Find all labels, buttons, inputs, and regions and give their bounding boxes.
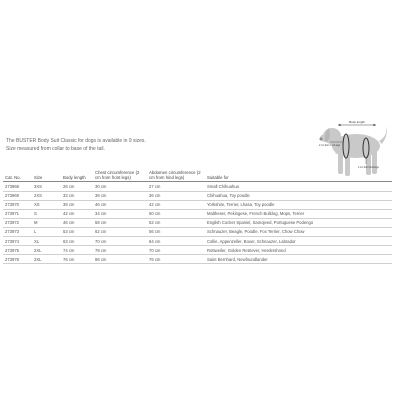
table-row — [3, 191, 392, 200]
cell-abdomen: 56 cm — [147, 227, 205, 236]
cell-size: L — [32, 227, 61, 236]
cell-chest: 62 cm — [93, 227, 147, 236]
abdomen-measure-label: 2 cm from hind legs — [358, 166, 379, 169]
cell-chest: 38 cm — [93, 191, 147, 200]
header-abdomen: Abdomen circumference (2 cm from hind legs) — [147, 170, 205, 182]
cell-abdomen: 64 cm — [147, 236, 205, 245]
cell-chest: 86 cm — [93, 255, 147, 264]
intro-line-1: The BUSTER Body Suit Classic for dogs is available in 9 sizes. — [6, 138, 146, 144]
cell-abdomen: 36 cm — [147, 191, 205, 200]
table-row — [3, 255, 392, 264]
cell-suitable: Collie, Appenzeller, Boxer, Schnauzer, Labrador — [205, 236, 392, 245]
cell-cat: 273974 — [3, 236, 32, 245]
cell-suitable: Rottweiler, Golden Retriever, Herdershond — [205, 246, 392, 255]
cell-cat: 273972 — [3, 218, 32, 227]
cell-suitable: Schnauzer, Beagle, Poodle, Fox Terrier, Chow Chow — [205, 227, 392, 236]
cell-suitable: Yorkshire, Terrier, Lhasa, Toy poodle — [205, 200, 392, 209]
cell-size: XL — [32, 236, 61, 245]
cell-body: 74 cm — [61, 246, 93, 255]
cell-size: 3XL — [32, 255, 61, 264]
header-suitable-for: Suitable for — [205, 170, 392, 182]
table-row — [3, 227, 392, 236]
cell-abdomen: 76 cm — [147, 255, 205, 264]
cell-chest: 34 cm — [93, 209, 147, 218]
cell-suitable: Chihuahua, Toy poodle — [205, 191, 392, 200]
size-table — [3, 170, 392, 264]
header-chest: Chest circumference (2 cm from front legs) — [93, 170, 147, 182]
cell-body: 39 cm — [61, 200, 93, 209]
cell-suitable: Saint Bernhard, Newfoundlander — [205, 255, 392, 264]
cell-chest: 58 cm — [93, 218, 147, 227]
table-row — [3, 200, 392, 209]
cell-size: M — [32, 218, 61, 227]
cell-cat: 273976 — [3, 255, 32, 264]
intro-line-2: Size measured from collar to base of the tail. — [6, 145, 105, 152]
table-row — [3, 246, 392, 255]
table-header-row — [3, 170, 392, 182]
table-body — [3, 182, 392, 264]
cell-suitable: Maltheser, Pekingese, French Bulldog, Mops, Terrier — [205, 209, 392, 218]
cell-size: S — [32, 209, 61, 218]
cell-abdomen: 42 cm — [147, 200, 205, 209]
cell-cat: 273975 — [3, 246, 32, 255]
table-row — [3, 209, 392, 218]
cell-body: 33 cm — [61, 191, 93, 200]
table-row — [3, 236, 392, 245]
cell-body: 76 cm — [61, 255, 93, 264]
cell-chest: 78 cm — [93, 246, 147, 255]
header-cat-no: Cat. No. — [3, 170, 32, 182]
cell-abdomen: 52 cm — [147, 218, 205, 227]
cell-abdomen: 50 cm — [147, 209, 205, 218]
header-size: Size — [32, 170, 61, 182]
cell-body: 63 cm — [61, 236, 93, 245]
cell-chest: 46 cm — [93, 200, 147, 209]
cell-suitable: English Cocker Spaniel, Samojeed, Portuguese Podengo — [205, 218, 392, 227]
table-row — [3, 218, 392, 227]
cell-abdomen: 27 cm — [147, 182, 205, 191]
cell-cat: 273970 — [3, 200, 32, 209]
chest-measure-label: 2 cm from front legs — [319, 144, 341, 147]
intro-text — [6, 138, 146, 153]
cell-size: 2XS — [32, 191, 61, 200]
cell-chest: 70 cm — [93, 236, 147, 245]
table-row — [3, 182, 392, 191]
cell-chest: 30 cm — [93, 182, 147, 191]
cell-body: 42 cm — [61, 209, 93, 218]
body-length-label: Body length — [349, 120, 365, 124]
cell-size: 2XL — [32, 246, 61, 255]
cell-cat: 273968 — [3, 182, 32, 191]
cell-body: 53 cm — [61, 227, 93, 236]
cell-abdomen: 70 cm — [147, 246, 205, 255]
cell-cat: 273971 — [3, 209, 32, 218]
cell-size: XS — [32, 200, 61, 209]
cell-cat: 273969 — [3, 191, 32, 200]
header-body-length: Body length — [61, 170, 93, 182]
cell-suitable: Small Chihuahua — [205, 182, 392, 191]
cell-size: 3XS — [32, 182, 61, 191]
cell-body: 46 cm — [61, 218, 93, 227]
cell-body: 26 cm — [61, 182, 93, 191]
cell-cat: 273973 — [3, 227, 32, 236]
